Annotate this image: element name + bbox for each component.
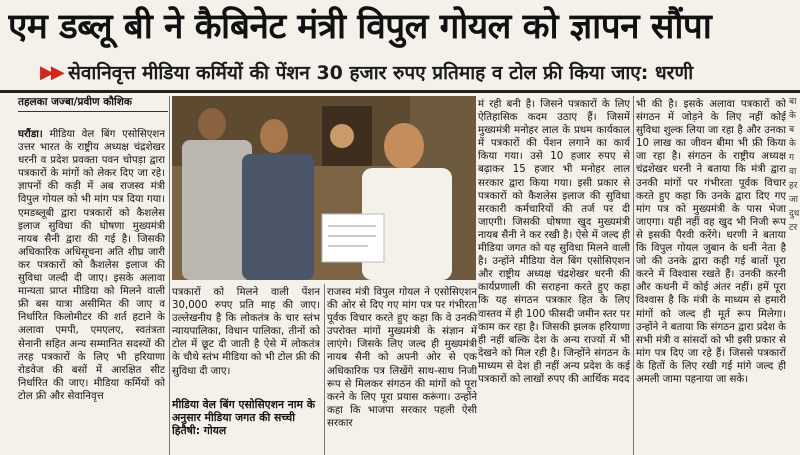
news-photo <box>172 96 476 280</box>
subsection-heading: मीडिया वेल बिंग एसोसिएशन नाम के अनुसार मीडिया जगत की सच्ची हितैषी: गोयल <box>172 398 316 437</box>
column-divider <box>633 96 634 455</box>
subheadline: सेवानिवृत्त मीडिया कर्मियों की पेंशन 30 हजार रुपए प्रतिमाह व टोल फ्री किया जाए: धरणी <box>68 62 694 84</box>
article-column-1 <box>18 128 165 455</box>
headline: एम डब्लू बी ने कैबिनेट मंत्री विपुल गोयल को ज्ञापन सौंपा <box>8 7 712 47</box>
photo-icon <box>172 96 476 280</box>
article-column-5 <box>636 98 786 455</box>
header-rule <box>0 90 800 93</box>
byline: तहलका जज्बा/प्रवीण कौशिक <box>18 95 168 112</box>
column-1-text: मीडिया वेल बिंग एसोसिएशन उत्तर भारत के राष्ट्रीय अध्यक्ष चंद्रशेखर धरनी व प्रदेश प्रवक्ता पवन चोपड़ा द्वारा पत्रकारों के मांगों को लेकर दिए जा रहे। ज्ञापनों की कड़ी में अब राजस्व मंत्री विपुल गोयल को भी मांग पत्र दिया गया। एमडब्लूबी द्वारा पत्रकारों को कैशलेस इलाज सुविधा की घोषणा मुख्यमंत्री नायब सैनी द्वारा की गई है। जिसकी अधिकारिक अधिसूचना अति शीघ्र जारी कर पत्रकारों को कैशलेस इलाज की सुविधा जल्दी दी जाए। इसके अलावा मान्यता प्राप्त मीडिया को मिलने वाली फ्री बस यात्रा असीमित की जाए व निर्धारित किलोमीटर की शर्त हटाने के अलावा एमपी, एमएलए, स्वतंत्रता सेनानी सहित अन्य सम्मानित सदस्यों की तरह पत्रकारों के लिए भी हरियाणा रोडवेज की बसों में आरक्षित सीट निर्धारित की जाए। मीडिया कर्मियों को टोल फ्री और सेवानिवृत्त <box>18 129 165 402</box>
double-arrow-icon: ▶▶ <box>40 62 62 83</box>
column-3-text: राजस्व मंत्री विपुल गोयल ने एसोसिएशन की ओर से दिए गए मांग पत्र पर गंभीरता पूर्वक विचार करते हुए कहा कि वे उनकी उपरोक्त मांगों मुख्यमंत्री के संज्ञान में लाएंगे। जिसके लिए जल्द ही मुख्यमंत्री नायब सैनी को अपनी ओर से एक अधिकारिक पत्र लिखेंगे साथ-साथ निजी रूप से मिलकर संगठन की मांगों को पूरा करने के लिए पूरा प्रयास करूंगा। उन्होंने कहा कि भाजपा सरकार पहली ऐसी सरकार <box>327 287 477 429</box>
column-divider <box>169 96 170 455</box>
article-column-3 <box>327 286 477 455</box>
column-4-text: मं रही बनी है। जिसने पत्रकारों के लिए ऐतिहासिक कदम उठाए हैं। जिसमें मुख्यमंत्री मनोहर लाल के प्रथम कार्यकाल में पत्रकारों की पेंशन लगाने का कार्य किया गया। उसे 10 हजार रुपए से बढ़ाकर 15 हजार भी मनोहर लाल सरकार द्वारा किया गया। इसी प्रकार से पत्रकारों को कैशलेस इलाज की सुविधा सरकारी कर्मचारियों की तर्ज पर दी जाएगी। जिसकी घोषणा खुद मुख्यमंत्री नायब सैनी ने कर रखी है। ऐसे में जल्द ही मीडिया जगत को यह सुविधा मिलने वाली है। उन्होंने मीडिया वेल बिंग एसोसिएशन और राष्ट्रीय अध्यक्ष चंद्रशेखर धरनी की कार्यप्रणाली की सराहना करते हुए कहा कि यह संगठन पत्रकार हित के लिए वास्तव में ही 100 फीसदी जमीन स्तर पर काम कर रहा है। जिसकी झलक हरियाणा ही नहीं बल्कि देश के अन्य राज्यों में भी देखने को मिल रही है। जिन्होंने संगठन के माध्यम से देश ही नहीं अन्य प्रदेश के कई पत्रकारों को लाखों रुपए की आर्थिक मदद <box>478 99 630 385</box>
column-5-text: भी की है। इसके अलावा पत्रकारों को संगठन में जोड़ने के लिए नहीं कोई सुविधा शुल्क लिया जा रहा है और उनका 10 लाख का जीवन बीमा भी फ्री किया जा रहा है। संगठन के राष्ट्रीय अध्यक्ष चंद्रशेखर धरनी ने बताया कि मंत्री द्वारा उनकी मांगों पर गंभीरता पूर्वक विचार करते हुए कहा कि उनके द्वारा दिए गए मांग पत्र को मुख्यमंत्री के पास भेजा जाएगा। यही नहीं वह खुद भी निजी रूप से इसकी पैरवी करेंगे। धरणी ने बताया कि विपुल गोयल जुबान के धनी नेता है जो की उनके द्वारा कही गई बातों पूरा करने में विश्वास रखते हैं। उनकी करनी और कथनी में कोई अंतर नहीं। हमें पूरा विश्वास है कि मंत्री के माध्यम से हमारी मांगों को जल्द ही मूर्त रूप मिलेगा। उन्होंने ने बताया कि संगठन द्वारा प्रदेश के सभी मंत्री व सांसदों को भी इसी प्रकार से मांग पत्र दिए जा रहे हैं। जिससे पत्रकारों के हितों के लिए रखी गई मांगे जल्द ही अमली जामा पहनाया जा सके। <box>636 99 786 385</box>
column-divider <box>324 284 325 455</box>
article-column-4 <box>478 98 630 455</box>
adjacent-article-edge: बा के ब के ग वा हर जा दुध टर <box>789 97 800 233</box>
article-column-2 <box>172 286 320 396</box>
column-2-text: पत्रकारों को मिलने वाली पेंशन 30,000 रुपए प्रति माह की जाए। उल्लेखनीय है कि लोकतंत्र के चार स्तंभ न्यायपालिका, विधान पालिका, तीनों को टोल में छूट दी जाती है ऐसे में लोकतंत्र के चौथे स्तंभ मीडिया को भी टोल फ्री की सुविधा दी जाए। <box>172 287 320 377</box>
subheadline-bar <box>0 55 790 91</box>
dateline: घरौंडा। <box>18 129 43 140</box>
